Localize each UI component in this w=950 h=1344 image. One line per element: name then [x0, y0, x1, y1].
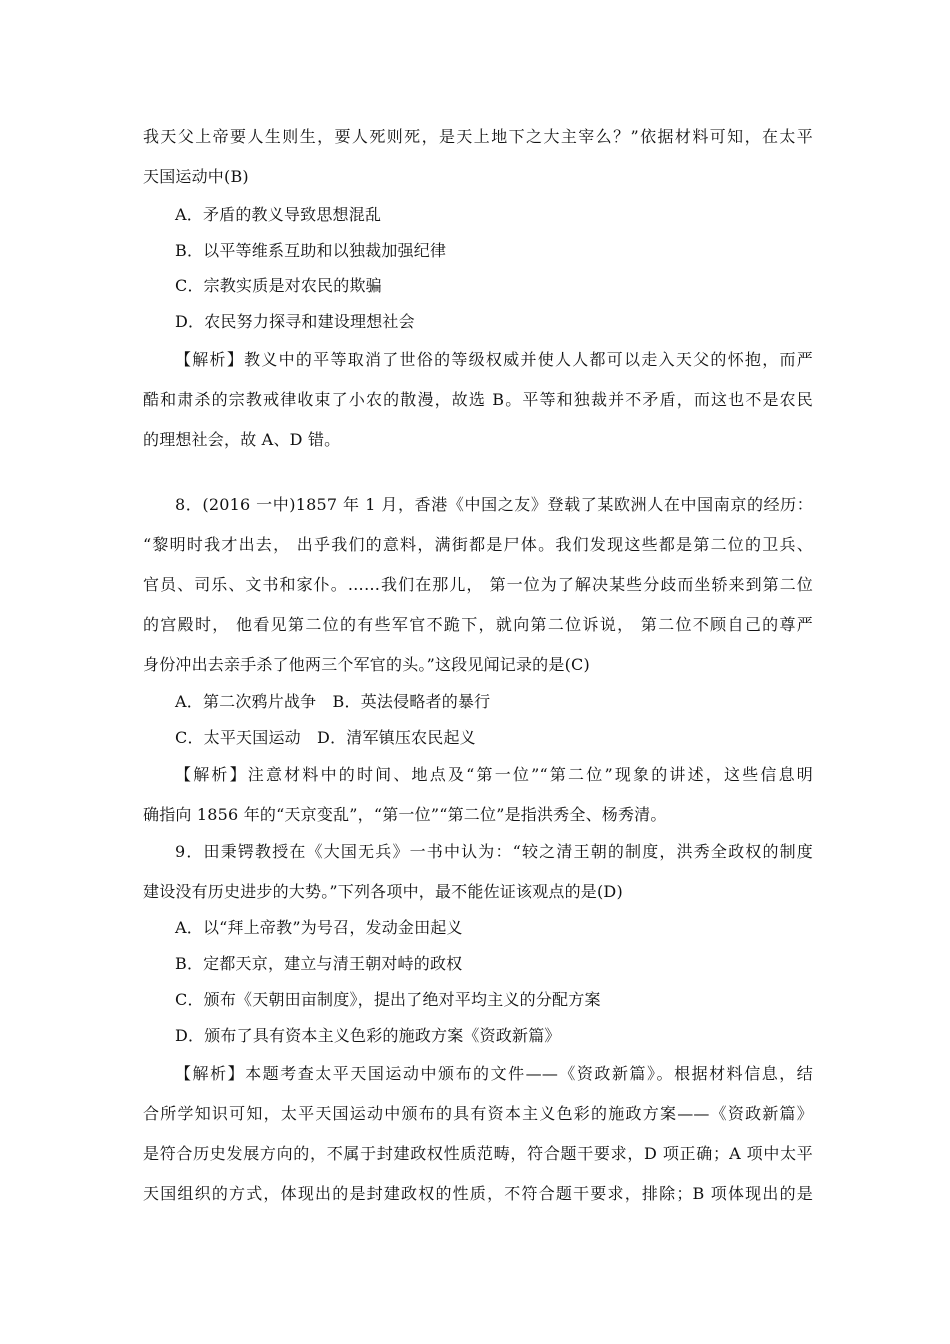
q8-stem-line-5: 身份冲出去亲手杀了他两三个军官的头。”这段见闻记录的是(C) [143, 655, 590, 674]
q9-stem-line-2: 建设没有历史进步的大势。”下列各项中，最不能佐证该观点的是(D) [143, 882, 623, 901]
q8-options-cd: C．太平天国运动 D．清军镇压农民起义 [175, 728, 476, 747]
q7-option-b: B．以平等维系互助和以独裁加强纪律 [175, 241, 447, 260]
q9-stem-line-1: 9．田秉锷教授在《大国无兵》一书中认为：“较之清王朝的制度，洪秀全政权的制度 [175, 842, 813, 861]
q8-stem-line-2: “黎明时我才出去， 出乎我们的意料，满街都是尸体。我们发现这些都是第二位的卫兵、 [143, 535, 813, 554]
q8-stem-line-1: 8．(2016 一中)1857 年 1 月，香港《中国之友》登载了某欧洲人在中国南京的经历： [175, 495, 813, 514]
q7-stem-line-1: 我天父上帝要人生则生，要人死则死，是天上地下之大主宰么？”依据材料可知，在太平 [143, 127, 813, 146]
q9-analysis-line-4: 天国组织的方式，体现出的是封建政权的性质，不符合题干要求，排除；B 项体现出的是 [143, 1184, 813, 1203]
q8-analysis-line-2: 确指向 1856 年的“天京变乱”，“第一位”“第二位”是指洪秀全、杨秀清。 [143, 805, 667, 824]
q9-analysis-line-3: 是符合历史发展方向的，不属于封建政权性质范畴，符合题干要求，D 项正确；A 项中太平 [143, 1144, 813, 1163]
q9-analysis-line-1: 【解析】本题考查太平天国运动中颁布的文件——《资政新篇》。根据材料信息，结 [175, 1064, 813, 1083]
q7-option-c: C．宗教实质是对农民的欺骗 [175, 276, 382, 295]
q8-stem-line-3: 官员、司乐、文书和家仆。……我们在那儿， 第一位为了解决某些分歧而坐轿来到第二位 [143, 575, 813, 594]
q7-option-a: A．矛盾的教义导致思想混乱 [175, 205, 382, 224]
q9-analysis-line-2: 合所学知识可知，太平天国运动中颁布的具有资本主义色彩的施政方案——《资政新篇》 [143, 1104, 813, 1123]
q9-option-a: A．以“拜上帝教”为号召，发动金田起义 [175, 918, 463, 937]
q8-analysis-line-1: 【解析】注意材料中的时间、地点及“第一位”“第二位”现象的讲述，这些信息明 [175, 765, 813, 784]
q8-options-ab: A．第二次鸦片战争 B．英法侵略者的暴行 [175, 692, 491, 711]
q9-option-c: C．颁布《天朝田亩制度》，提出了绝对平均主义的分配方案 [175, 990, 601, 1009]
q7-analysis-line-2: 酷和肃杀的宗教戒律收束了小农的散漫，故选 B。平等和独裁并不矛盾，而这也不是农民 [143, 390, 813, 409]
q7-analysis-line-1: 【解析】教义中的平等取消了世俗的等级权威并使人人都可以走入天父的怀抱，而严 [175, 350, 813, 369]
q9-option-b: B．定都天京，建立与清王朝对峙的政权 [175, 954, 463, 973]
q8-stem-line-4: 的宫殿时， 他看见第二位的有些军官不跪下，就向第二位诉说， 第二位不顾自己的尊严 [143, 615, 813, 634]
q9-option-d: D．颁布了具有资本主义色彩的施政方案《资政新篇》 [175, 1026, 561, 1045]
q7-stem-line-2: 天国运动中(B) [143, 167, 249, 186]
q7-analysis-line-3: 的理想社会，故 A、D 错。 [143, 430, 341, 449]
q7-option-d: D．农民努力探寻和建设理想社会 [175, 312, 415, 331]
